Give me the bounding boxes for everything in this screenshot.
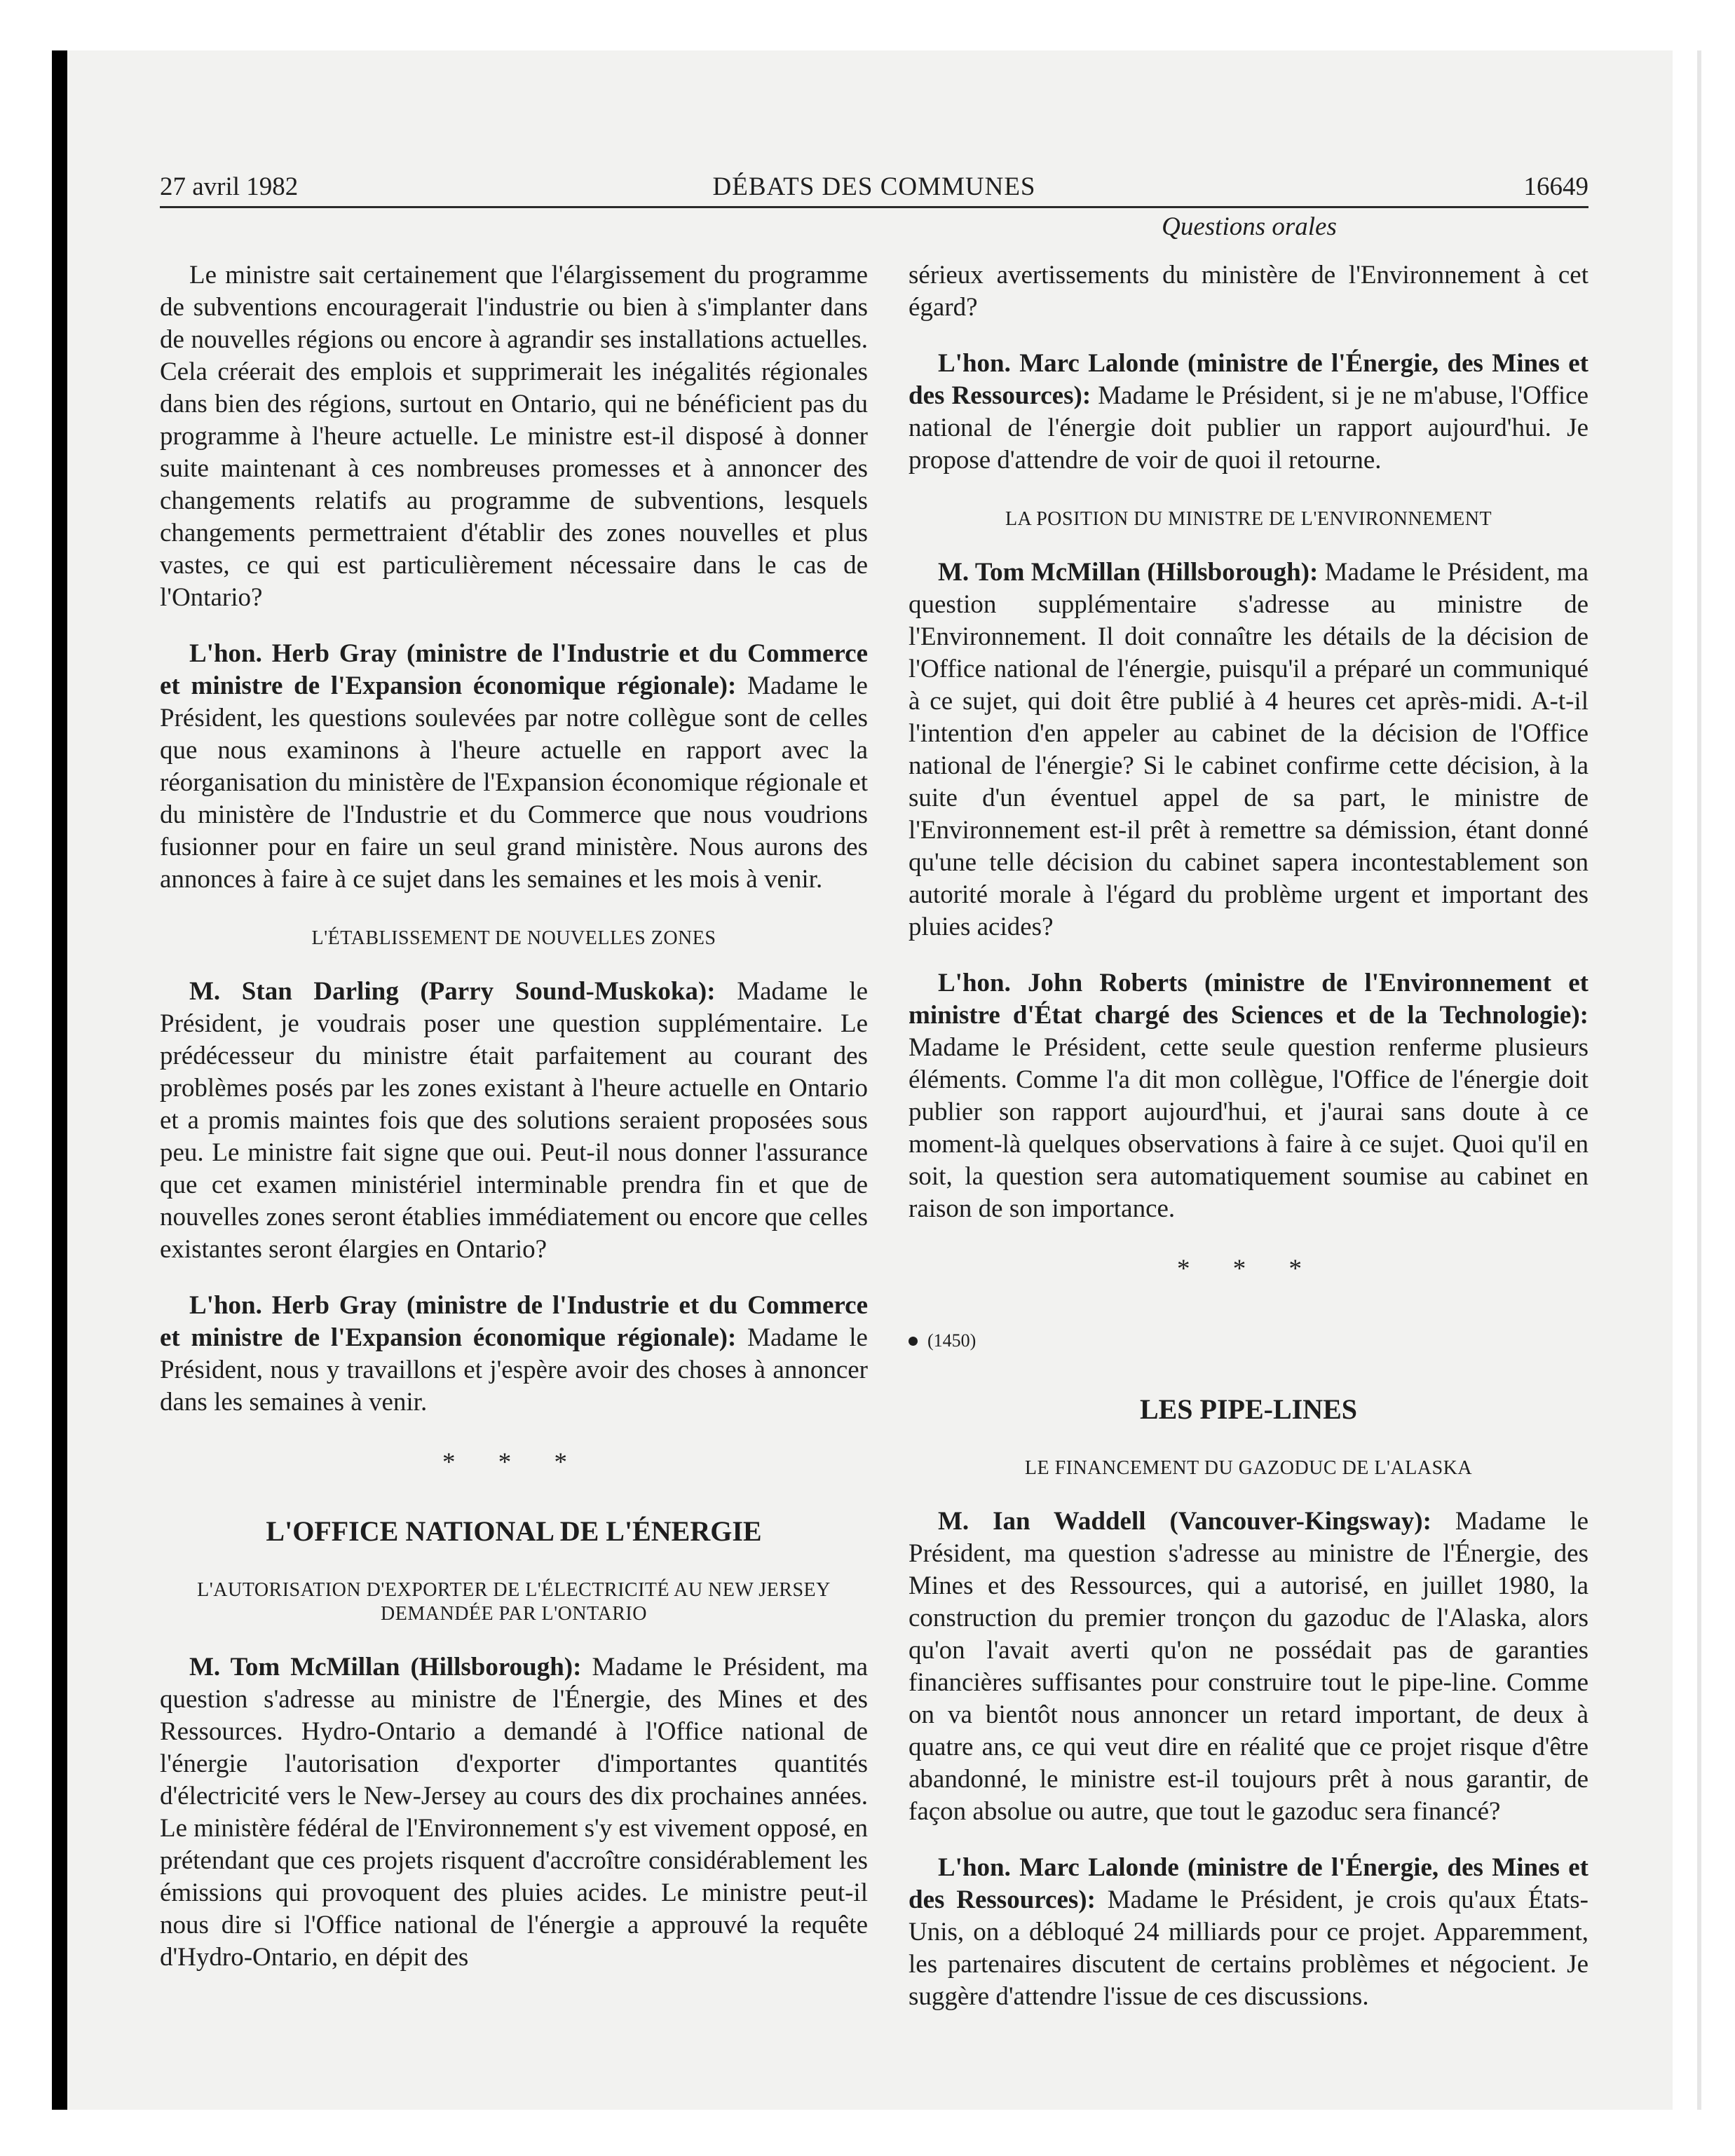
speech-text: Madame le Président, si je ne m'abuse, l'Office national de l'énergie doit publier un rapport aujourd'hui. Je propose d'attendre de voir de quoi il retourne.: [909, 381, 1589, 475]
speaker-name: M. Ian Waddell (Vancouver-Kingsway):: [938, 1507, 1431, 1536]
speech-text: Madame le Président, je voudrais poser une question supplémentaire. Le prédécesseur du ministre était parfaitement au courant des problèmes posés par les zones existant à l'heure actuelle en Ontario et a promis maintes fois que des solutions seraient proposées sous peu. Le ministre fait signe que oui. Peut-il nous donner l'assurance que cet examen ministériel interminable prendra fin et que de nouvelles zones seront établies immédiatement ou encore que celles existantes seront élargies en Ontario?: [160, 977, 868, 1264]
right-column: [909, 259, 1588, 2037]
subheading: LE FINANCEMENT DU GAZODUC DE L'ALASKA: [1024, 1457, 1473, 1479]
speech-text: Madame le Président, ma question s'adresse au ministre de l'Énergie, des Mines et des Ressources. Hydro-Ontario a demandé à l'Office national de l'énergie l'autorisation d'exporter d'importantes quantités d'électricité vers le New-Jersey au cours des dix prochaines années. Le ministère fédéral de l'Environnement s'y est vivement opposé, en prétendant que ces projets risquent d'accroître considérablement les émissions qui provoquent des pluies acides. Le ministre peut-il nous dire si l'Office national de l'énergie a approuvé la requête d'Hydro-Ontario, en dépit des: [160, 1653, 868, 1972]
paragraph-continued: sérieux avertissements du ministère de l'Environnement à cet égard?: [909, 261, 1588, 322]
speaker-name: M. Tom McMillan (Hillsborough):: [938, 558, 1319, 587]
speaker-name: L'hon. Marc Lalonde (ministre de l'Énergie, des Mines et des Ressources):: [909, 349, 1588, 410]
speech-text: Madame le Président, je crois qu'aux États-Unis, on a débloqué 24 milliards pour ce projet. Apparemment, les partenaires discutent de certains problèmes et négocient. Je suggère d'attendre l'issue de ces discussions.: [909, 1885, 1588, 2011]
section-separator: * * *: [442, 1448, 585, 1477]
paragraph: [160, 976, 868, 1266]
timestamp-text: (1450): [927, 1330, 977, 1351]
section-heading: LES PIPE-LINES: [1139, 1393, 1358, 1425]
speech-text: Madame le Président, ma question supplémentaire s'adresse au ministre de l'Environnement. Il doit connaître les détails de la décision de l'Office national de l'énergie, puisqu'il a préparé un communiqué à ce sujet, qui doit être publié à 4 heures cet après-midi. A-t-il l'intention d'en appeler au cabinet de la décision de l'Office national de l'énergie? Si le cabinet confirme cette décision, à la suite d'un éventuel appel de sa part, le ministre de l'Environnement est-il prêt à remettre sa démission, étant donné qu'une telle décision du cabinet sapera incontestablement son autorité morale à l'égard du problème urgent et important des pluies acides?: [909, 558, 1588, 941]
header-date: 27 avril 1982: [160, 172, 299, 201]
scan-border-right: [1697, 50, 1701, 2110]
paragraph: Le ministre sait certainement que l'élargissement du programme de subventions encouragerait l'industrie ou bien à s'implanter dans de nouvelles régions ou encore à agrandir ses installations actuelles. Cela créerait des emplois et supprimerait les inégalités régionales dans bien des régions, surtout en Ontario, qui ne bénéficient pas du programme à l'heure actuelle. Le ministre est-il disposé à donner suite maintenant à ces nombreuses promesses et à annoncer des changements relatifs au programme de subventions, lesquels changements permettraient d'établir des zones nouvelles et plus vastes, ce qui est particulièrement nécessaire dans le cas de l'Ontario?: [160, 261, 868, 612]
scan-border-left: [52, 50, 67, 2110]
paragraph: [160, 1290, 868, 1419]
bullet-icon: [909, 1337, 918, 1346]
speech-text: Madame le Président, nous y travaillons et j'espère avoir des choses à annoncer dans les semaines à venir.: [160, 1323, 868, 1417]
speaker-name: L'hon. Herb Gray (ministre de l'Industrie et du Commerce et ministre de l'Expansion économique régionale):: [160, 639, 868, 700]
paragraph: [909, 1852, 1588, 2013]
speech-text: Madame le Président, cette seule question renferme plusieurs éléments. Comme l'a dit mon collègue, l'Office de l'énergie doit publier son rapport aujourd'hui, et j'aurai sans doute à ce moment-là quelques observations à faire à ce sujet. Quoi qu'il en soit, la question sera automatiquement soumise au cabinet en raison de son importance.: [909, 1033, 1588, 1223]
speech-text: Madame le Président, ma question s'adresse au ministre de l'Énergie, des Mines et des Ressources, qui a autorisé, en juillet 1980, la construction du premier tronçon du gazoduc de l'Alaska, alors qu'on l'avait averti qu'on ne possédait pas de garanties financières suffisantes pour construire tout le pipe-line. Comme on va bientôt nous annoncer un retard important, de deux à quatre ans, ce qui veut dire en réalité que ce projet risque d'être abandonné, le ministre est-il toujours prêt à nous garantir, de façon absolue ou autre, que tout le gazoduc sera financé?: [909, 1507, 1588, 1826]
speaker-name: M. Stan Darling (Parry Sound-Muskoka):: [189, 977, 716, 1006]
left-column: [160, 259, 868, 1998]
timestamp: [909, 1325, 1588, 1357]
speech-text: Madame le Président, les questions soulevées par notre collègue sont de celles que nous examinons à l'heure actuelle en rapport avec la réorganisation du ministère de l'Expansion économique régionale et du ministère de l'Industrie et du Commerce que nous voudrions fusionner pour en faire un seul grand ministère. Nous aurons des annonces à faire à ce sujet dans les semaines et les mois à venir.: [160, 671, 868, 894]
header-page-number: 16649: [1523, 172, 1588, 201]
speaker-name: M. Tom McMillan (Hillsborough):: [189, 1653, 582, 1681]
subheading: L'AUTORISATION D'EXPORTER DE L'ÉLECTRICITÉ AU NEW JERSEY DEMANDÉE PAR L'ONTARIO: [197, 1579, 831, 1625]
paragraph: [909, 1506, 1588, 1828]
paragraph: [160, 1651, 868, 1974]
subheading: LA POSITION DU MINISTRE DE L'ENVIRONNEMENT: [1005, 508, 1492, 530]
paragraph: [160, 638, 868, 896]
subheading: L'ÉTABLISSEMENT DE NOUVELLES ZONES: [311, 927, 716, 949]
running-head: Questions orales: [1162, 212, 1337, 241]
section-separator: * * *: [1177, 1255, 1320, 1283]
section-heading: L'OFFICE NATIONAL DE L'ÉNERGIE: [266, 1515, 762, 1547]
speaker-name: L'hon. Marc Lalonde (ministre de l'Énergie, des Mines et des Ressources):: [909, 1853, 1588, 1914]
paragraph: [909, 348, 1588, 477]
paragraph: [909, 967, 1588, 1225]
paragraph: [909, 557, 1588, 943]
speaker-name: L'hon. John Roberts (ministre de l'Environnement et ministre d'État chargé des Sciences et de la Technologie):: [909, 969, 1588, 1030]
page-header: [160, 163, 1588, 208]
header-title: DÉBATS DES COMMUNES: [712, 172, 1036, 201]
speaker-name: L'hon. Herb Gray (ministre de l'Industrie et du Commerce et ministre de l'Expansion économique régionale):: [160, 1291, 868, 1352]
